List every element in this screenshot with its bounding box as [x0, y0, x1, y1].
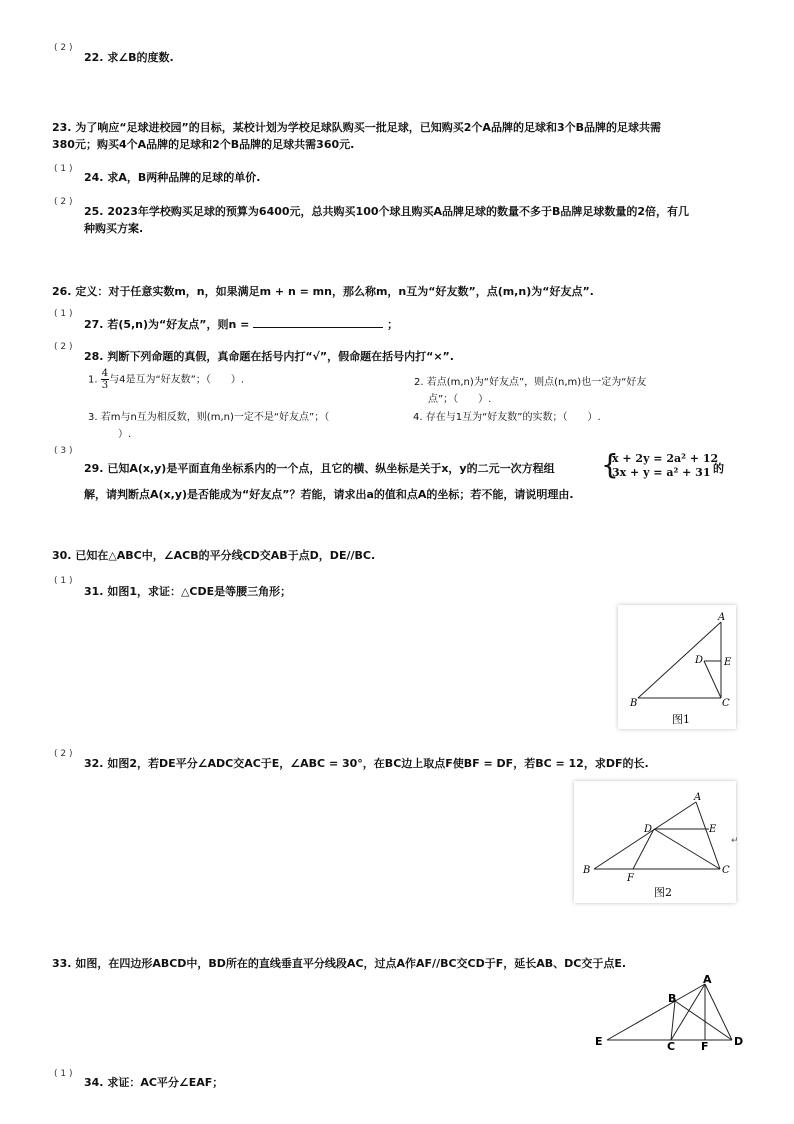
label-f: F [701, 1040, 709, 1053]
question-30: 30. 已知在△ABC中，∠ACB的平分线CD交AB于点D，DE//BC. [52, 549, 376, 562]
question-27 [84, 316, 398, 332]
subpart-label: ( 1 ) [54, 309, 73, 319]
figure-2-caption: 图2 [654, 886, 672, 899]
question-32: 32. 如图2，若DE平分∠ADC交AC于E，∠ABC = 30°，在BC边上取点F使BF = DF，若BC = 12，求DF的长. [84, 757, 649, 770]
question-23-line1: 23. 为了响应“足球进校园”的目标，某校计划为学校足球队购买一批足球，已知购买2个A品牌的足球和3个B品牌的足球共需 [52, 121, 661, 134]
subpart-label: ( 1 ) [54, 1069, 73, 1079]
return-mark: ↵ [731, 836, 739, 846]
question-24: 24. 求A，B两种品牌的足球的单价. [84, 171, 261, 184]
label-c: C [722, 865, 730, 876]
figure-3 [590, 973, 746, 1053]
option-1-text: 与4是互为“好友数”；（ ）. [109, 374, 245, 386]
option-3-line1: 3. 若m与n互为相反数，则(m,n)一定不是“好友点”；（ [88, 412, 330, 423]
label-e: E [724, 657, 732, 668]
figure-1-caption: 图1 [672, 713, 690, 726]
question-25-line2: 种购买方案. [84, 222, 144, 235]
equation-1: x + 2y = 2a² + 12 [612, 452, 719, 465]
subpart-label: ( 2 ) [54, 342, 73, 352]
option-3-line2: ）. [118, 429, 132, 440]
question-34: 34. 求证：AC平分∠EAF； [84, 1076, 224, 1089]
subpart-label: ( 2 ) [54, 43, 73, 53]
subpart-label: ( 2 ) [54, 749, 73, 759]
option-4: 4. 存在与1互为“好友数”的实数；（ ）. [413, 412, 601, 423]
segment-ab [638, 622, 721, 698]
question-29-line2: 解，请判断点A(x,y)是否能成为“好友点”？若能，请求出a的值和点A的坐标；若不能，请说明理由. [84, 488, 574, 501]
fraction-numerator: 4 [101, 368, 109, 379]
label-b: B [668, 992, 677, 1005]
label-d: D [644, 824, 653, 835]
option-1 [88, 368, 244, 391]
figure-2 [574, 781, 736, 903]
fraction [101, 368, 109, 391]
segment-df [633, 829, 654, 869]
answer-blank[interactable] [253, 318, 383, 328]
question-31: 31. 如图1，求证：△CDE是等腰三角形； [84, 585, 292, 598]
option-1-number: 1. [88, 374, 98, 386]
question-33: 33. 如图，在四边形ABCD中，BD所在的直线垂直平分线段AC，过点A作AF//BC交CD于F，延长AB、DC交于点E. [52, 957, 627, 970]
question-25-line1: 25. 2023年学校购买足球的预算为6400元，总共购买100个球且购买A品牌足球的数量不多于B品牌足球数量的2倍，有几 [84, 205, 690, 218]
label-b: B [583, 865, 591, 876]
label-e: E [595, 1035, 603, 1048]
option-2-line2: 点”；（ ）. [428, 394, 492, 405]
label-a: A [718, 612, 726, 623]
question-27-suffix: ； [387, 318, 399, 331]
subpart-label: ( 1 ) [54, 164, 73, 174]
question-29-line1: 29. 已知A(x,y)是平面直角坐标系内的一个点，且它的横、纵坐标是关于x，y的二元一次方程组 [84, 462, 555, 475]
label-e: E [709, 824, 717, 835]
question-28: 28. 判断下列命题的真假，真命题在括号内打“√”，假命题在括号内打“×”. [84, 350, 454, 363]
label-b: B [630, 698, 638, 709]
segment-ad [705, 984, 732, 1040]
label-a: A [694, 792, 702, 803]
question-29-tail: 的 [713, 462, 724, 475]
segment-bd [675, 1001, 732, 1040]
label-d: D [695, 655, 704, 666]
equation-system [612, 452, 718, 480]
fraction-denominator: 3 [101, 380, 109, 391]
segment-cd [654, 829, 720, 869]
question-27-prefix: 27. 若(5,n)为“好友点”，则n = [84, 318, 250, 331]
question-23-line2: 380元；购买4个A品牌的足球和2个B品牌的足球共需360元. [52, 138, 355, 151]
question-22: 22. 求∠B的度数. [84, 51, 174, 64]
subpart-label: ( 1 ) [54, 576, 73, 586]
option-2-line1: 2. 若点(m,n)为“好友点”，则点(n,m)也一定为“好友 [414, 377, 647, 388]
equation-2: 3x + y = a² + 31 [612, 466, 711, 479]
label-c: C [667, 1040, 676, 1053]
left-brace: { [601, 448, 619, 481]
label-d: D [734, 1035, 744, 1048]
segment-ac [696, 802, 720, 869]
label-c: C [722, 698, 730, 709]
question-26: 26. 定义：对于任意实数m，n，如果满足m + n = mn，那么称m，n互为“好友数”，点(m,n)为“好友点”. [52, 285, 594, 298]
label-a: A [703, 973, 712, 986]
figure-1 [618, 605, 736, 729]
label-f: F [627, 873, 634, 884]
segment-cd [704, 661, 721, 698]
segment-ab [594, 802, 696, 869]
subpart-label: ( 2 ) [54, 197, 73, 207]
subpart-label: ( 3 ) [54, 446, 73, 456]
